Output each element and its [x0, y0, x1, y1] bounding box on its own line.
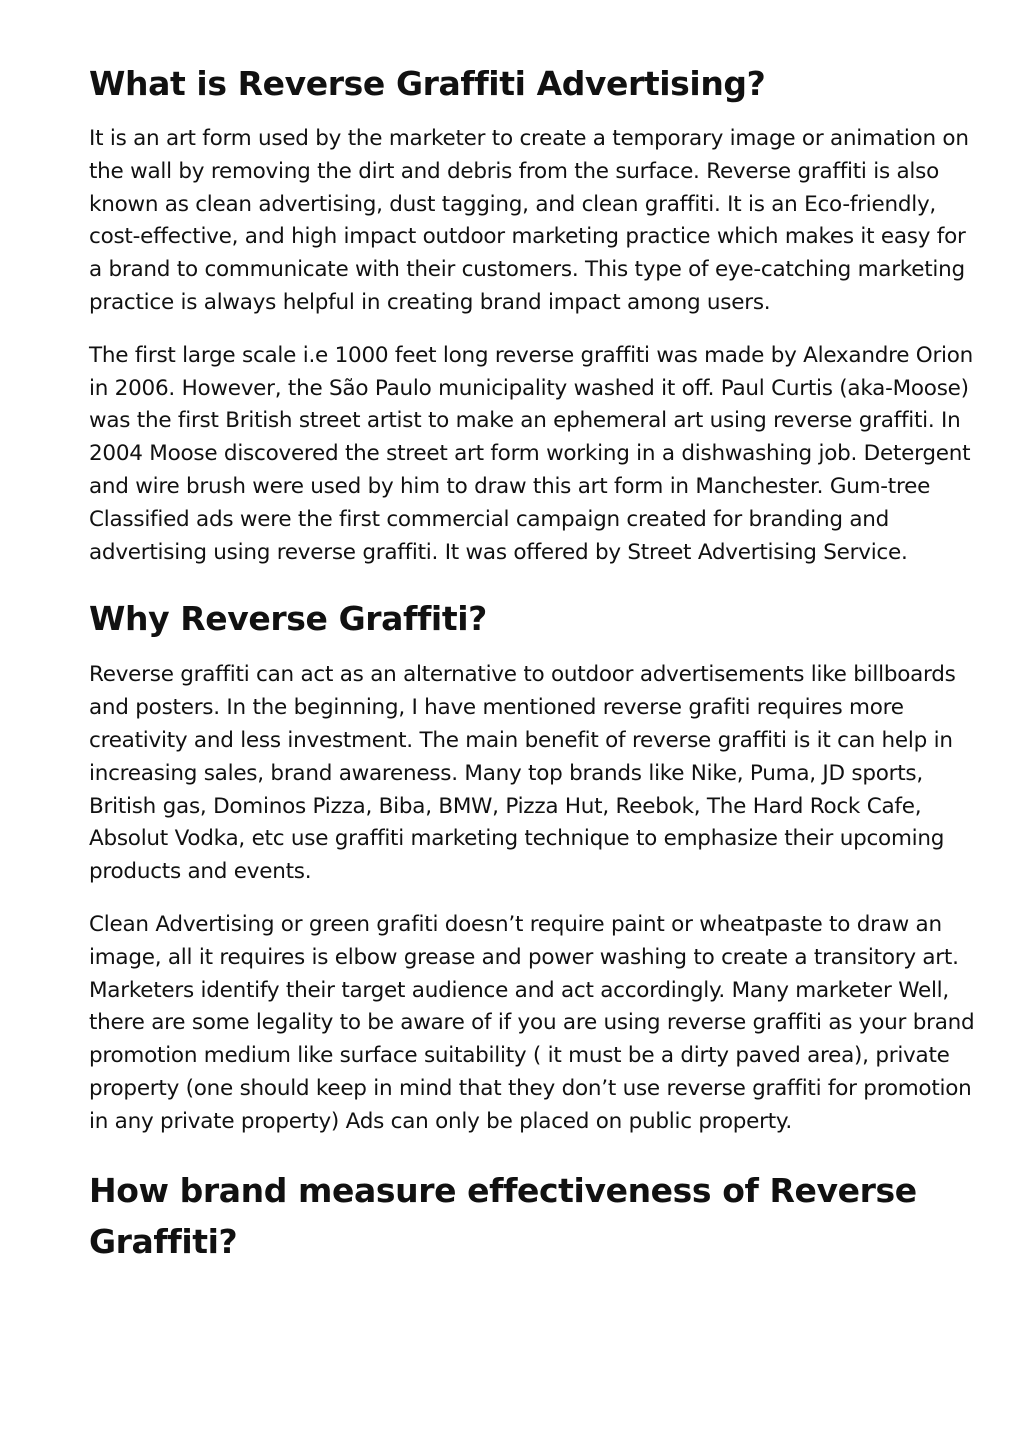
paragraph-definition: It is an art form used by the marketer to create a temporary image or animation on the wall by removing the dirt and debris from the surface. Reverse graffiti is also known as clean advertising, dust tagging, and clean graffiti. It is an Eco-friendly, cost-effective, and high impact outdoor marketing practice which makes it easy for a brand to communicate with their customers. This type of eye-catching marketing practice is always helpful in creating brand impact among users. — [89, 126, 969, 315]
paragraph-benefits: Reverse graffiti can act as an alternative to outdoor advertisements like billboards and posters. In the beginning, I have mentioned reverse grafiti requires more creativity and less investment. The main benefit of reverse graffiti is it can help in increasing sales, brand awareness. Many top brands like Nike, Puma, JD sports, British gas, Dominos Pizza, Biba, BMW, Pizza Hut, Reebok, The Hard Rock Cafe, Absolut Vodka, etc use graffiti marketing technique to emphasize their upcoming products and events. — [89, 662, 956, 885]
section-heading-effectiveness: How brand measure effectiveness of Reverse Graffiti? — [89, 1170, 917, 1261]
paragraph-legality: Clean Advertising or green grafiti doesn’t require paint or wheatpaste to draw an image, all it requires is elbow grease and power washing to create a transitory art. Marketers identify their target audience and act accordingly. Many marketer Well, there are some legality to be aware of if you are using reverse graffiti as your brand promotion medium like surface suitability ( it must be a dirty paved area), private property (one should keep in mind that they don’t use reverse graffiti for promotion in any private property) Ads can only be placed on public property. — [89, 911, 975, 1134]
document-page — [89, 58, 979, 1267]
section-heading-why: Why Reverse Graffiti? — [89, 599, 487, 639]
section-heading-what-is: What is Reverse Graffiti Advertising? — [89, 64, 766, 103]
paragraph-history: The first large scale i.e 1000 feet long reverse graffiti was made by Alexandre Orion in 2006. However, the São Paulo municipality washed it off. Paul Curtis (aka-Moose) was the first British street artist to make an ephemeral art using reverse graffiti. In 2004 Moose discovered the street art form working in a dishwashing job. Detergent and wire brush were used by him to draw this art form in Manchester. Gum-tree Classified ads were the first commercial campaign created for branding and advertising using reverse graffiti. It was offered by Street Advertising Service. — [89, 342, 974, 565]
